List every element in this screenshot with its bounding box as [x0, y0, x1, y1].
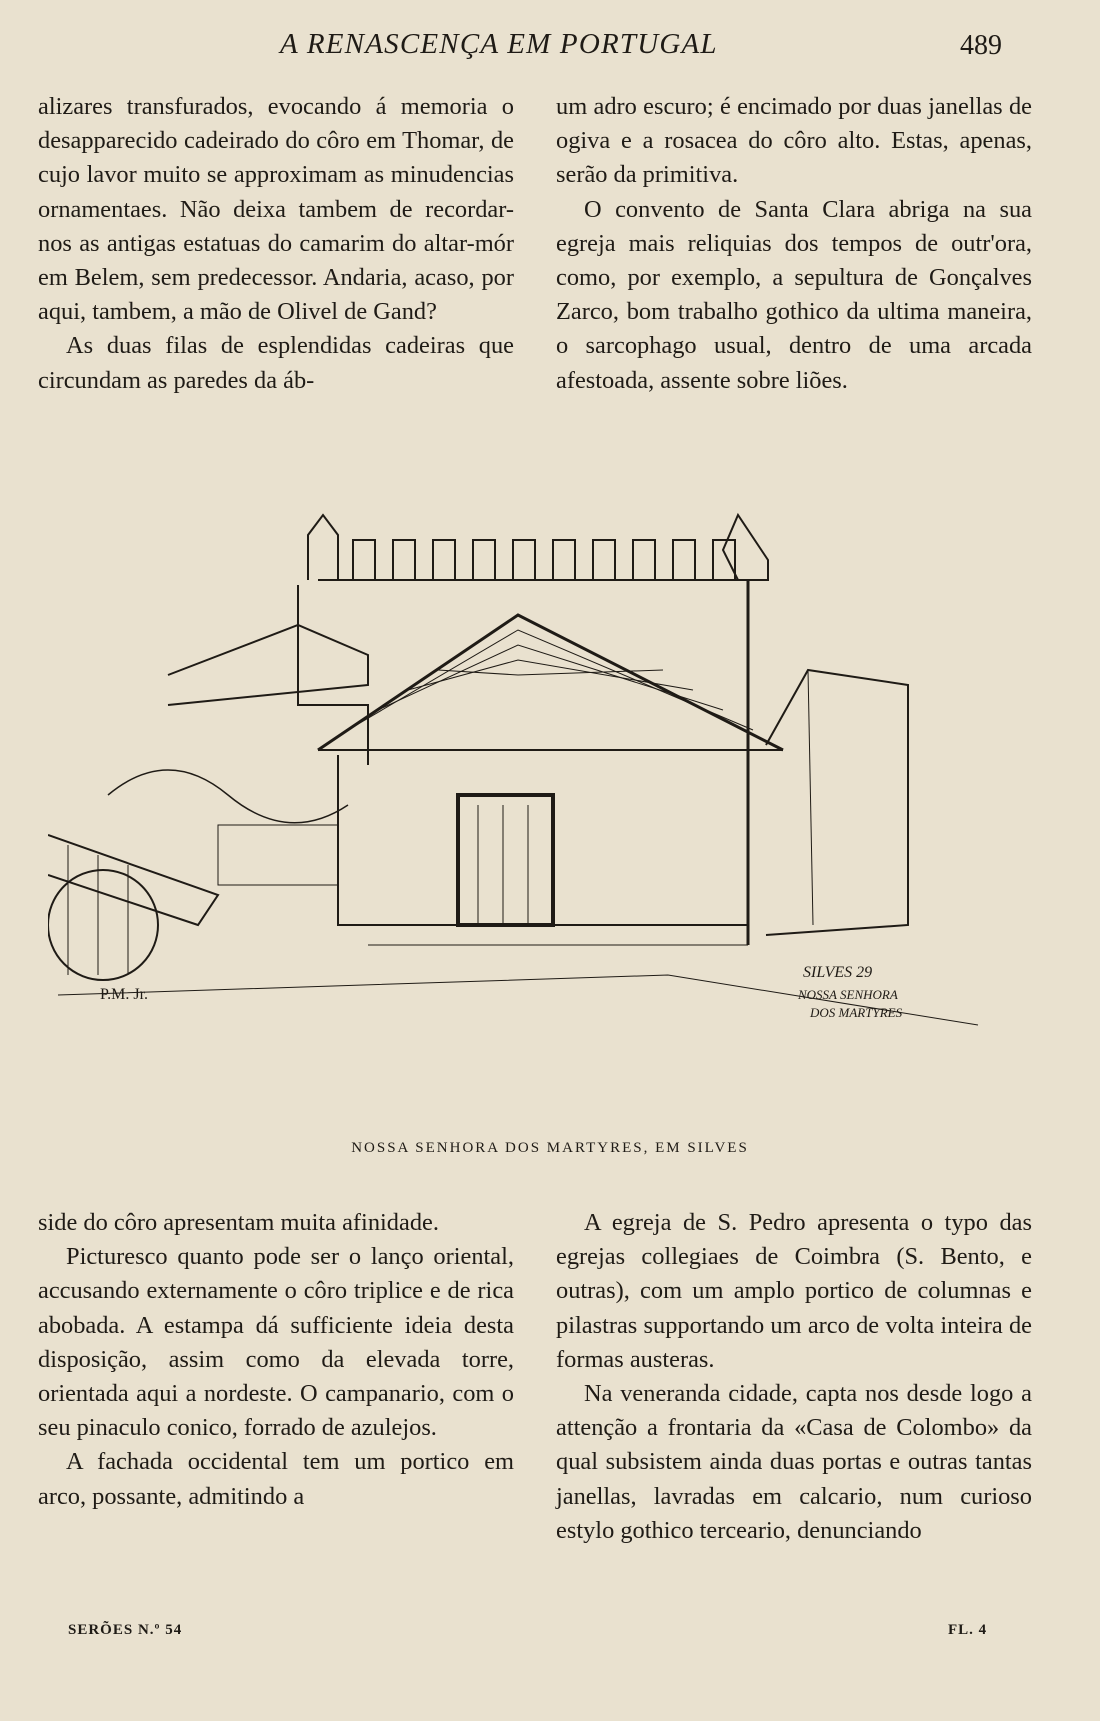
running-title: A RENASCENÇA EM PORTUGAL	[280, 28, 718, 60]
footer-folio: FL. 4	[948, 1622, 988, 1638]
paragraph: alizares transfurados, evocando á memoria o desapparecido cadeirado do côro em Thomar, de cujo lavor muito se approximam as minudencias ornamentaes. Não deixa tambem de recordar-nos as antigas estatuas do camarim do altar-mór em Belem, sem predecessor. Andaria, acaso, por aqui, tambem, a mão de Olivel de Gand?	[38, 93, 514, 326]
running-head	[0, 24, 1100, 68]
paragraph: Na veneranda cidade, capta nos desde logo a attenção a frontaria da «Casa de Colombo» da qual subsistem ainda duas portas e outras tantas janellas, lavradas em calcario, num curioso estylo gothico terceario, denunciando	[556, 1380, 1032, 1544]
church-illustration	[48, 505, 1028, 1130]
column-bottom-right	[556, 1206, 1032, 1548]
paragraph: um adro escuro; é encimado por duas janellas de ogiva e a rosacea do côro alto. Estas, apenas, serão da primitiva.	[556, 93, 1032, 189]
artist-signature: P.M. Jr.	[100, 986, 149, 1003]
footer-issue: SERÕES N.º 54	[68, 1622, 183, 1638]
illustration-caption: NOSSA SENHORA DOS MARTYRES, EM SILVES	[351, 1140, 749, 1156]
paragraph: A egreja de S. Pedro apresenta o typo das egrejas collegiaes de Coimbra (S. Bento, e outras), com um amplo portico de columnas e pilastras supportando um arco de volta inteira de formas austeras.	[556, 1209, 1032, 1373]
inscription-line: SILVES 29	[803, 964, 873, 981]
column-top-left	[38, 90, 514, 398]
column-top-right	[556, 90, 1032, 398]
paragraph: Picturesco quanto pode ser o lanço oriental, accusando externamente o côro triplice e de rica abobada. A estampa dá sufficiente ideia desta disposição, assim como da elevada torre, orientada aqui a nordeste. O campanario, com o seu pinaculo conico, forrado de azulejos.	[38, 1243, 514, 1442]
column-bottom-left	[38, 1206, 514, 1514]
page-number: 489	[960, 30, 1002, 61]
paragraph: A fachada occidental tem um portico em arco, possante, admitindo a	[38, 1448, 514, 1510]
paragraph: As duas filas de esplendidas cadeiras que circundam as paredes da áb-	[38, 332, 514, 394]
paragraph: side do côro apresentam muita afinidade.	[38, 1209, 439, 1236]
merlons	[353, 540, 735, 580]
paragraph: O convento de Santa Clara abriga na sua egreja mais reliquias dos tempos de outr'ora, como, por exemplo, a sepultura de Gonçalves Zarco, bom trabalho gothico da ultima maneira, o sarcophago usual, dentro de uma arcada afestoada, assente sobre liões.	[556, 195, 1032, 394]
inscription-line: DOS MARTYRES	[810, 1005, 903, 1020]
inscription-line: NOSSA SENHORA	[798, 987, 898, 1002]
